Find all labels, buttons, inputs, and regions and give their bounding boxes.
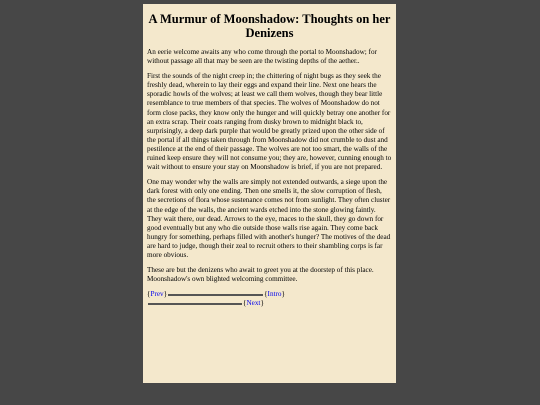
next-link[interactable]: Next — [246, 299, 261, 308]
navigation-row-bottom — [147, 299, 392, 308]
brace-close: } — [260, 299, 264, 308]
divider-rule — [148, 303, 242, 305]
intro-link[interactable]: Intro — [267, 290, 282, 299]
brace-open: { — [147, 290, 151, 299]
prev-link[interactable]: Prev — [150, 290, 164, 299]
navigation-row-top — [147, 290, 392, 299]
document-page — [143, 4, 396, 383]
brace-open: { — [264, 290, 268, 299]
brace-close: } — [163, 290, 168, 299]
paragraph-dead: One may wonder why the walls are simply not extended outwards, a siege upon the dark forest with only one ending. Then one smells it, the slow corruption of flesh, the secretions of flora whose sustenance comes not from sunlight. They often cluster at the edge of the walls, the ancient wards etched into the stone glowing faintly. They wait there, our dead. Arrows to the eye, maces to the skull, they go down for good eventually but any who die outside those walls rise again. They come back hungry for something, perhaps filled with another's hunger? The motives of the dead are hard to judge, though their zeal to recruit others to their shambling corps is far more obvious. — [147, 178, 391, 259]
paragraph-intro: An eerie welcome awaits any who come through the portal to Moonshadow; for without passage all that may be seen are the twisting depths of the aether.. — [147, 48, 377, 66]
page-title: A Murmur of Moonshadow: Thoughts on her Denizens — [148, 12, 391, 40]
brace-open: { — [243, 299, 247, 308]
paragraph-closing: These are but the denizens who await to greet you at the doorstep of this place. Moonshadow's own blighted welcoming committee. — [147, 266, 374, 284]
brace-close: } — [281, 290, 285, 299]
paragraph-wolves: First the sounds of the night creep in; the chittering of night bugs as they seek the freshly dead, wherein to lay their eggs and expand their line. Next one hears the sporadic howls of the wolves; at least we call them wolves, though they bear little resemblance to true members of that species. The wolves of Moonshadow do not form close packs, they know only the hunger and will quickly betray one another for an extra scrap. Their coats ranging from dusky brown to midnight black to, surprisingly, a deep dark purple that would be greatly prized upon the other side of the portal if all things taken through from Moonshadow did not crumble to dust and pestilence at the end of their passage. The wolves are not too smart, the walls of the ruined keep ensure they will not consume you; they are, however, cunning enough to wait without to ensure your stay on Moonshadow is brief, if you are not prepared. — [147, 72, 392, 172]
divider-rule — [168, 294, 263, 296]
